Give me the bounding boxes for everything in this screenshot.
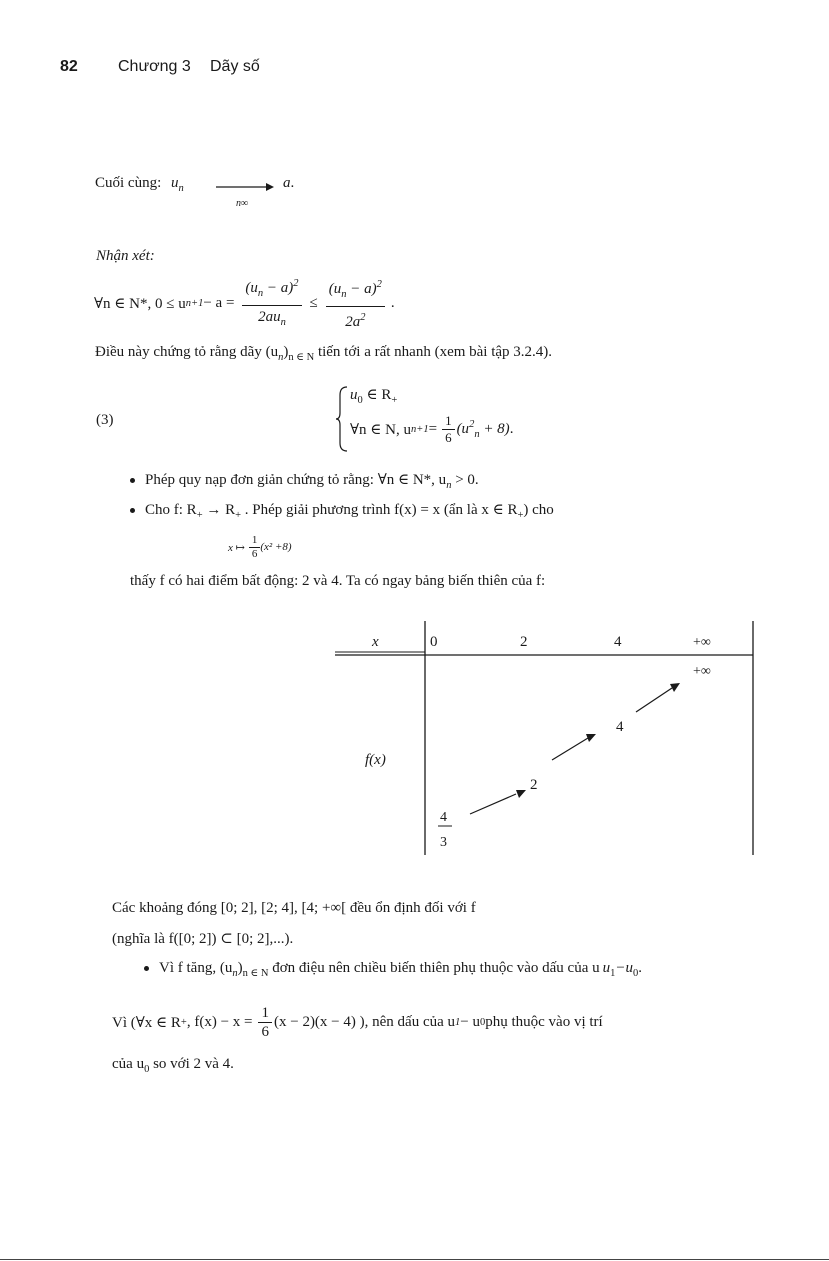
fixed-points-line: thấy f có hai điểm bất động: 2 và 4. Ta có ngay bảng biến thiên của f: (130, 573, 546, 589)
system-label: (3) (96, 412, 114, 428)
system-line-2: ∀n ∈ N, u n+1 = $\frac{1}{6}$ $(u^2_n + 8)$ . (350, 412, 514, 445)
page-number: 82 (60, 58, 78, 75)
limit-target: a. (283, 175, 295, 191)
f-value-inf: +∞ (693, 664, 711, 679)
final-seq: u (171, 175, 179, 191)
bullet-dot (144, 966, 149, 971)
page-bottom-rule (0, 1259, 829, 1260)
conclusion-line: Điều này chứng tỏ rằng dãy $(u_n)_{n \in N}$ tiến tới a rất nhanh (xem bài tập 3.2.4). (95, 344, 553, 363)
bullet-2: Cho f: $R_+ \to R_+$ . Phép giải phương trình f(x) = x (ẩn là x ∈ $R_+$) cho (130, 500, 554, 521)
chapter-label: Chương 3 (118, 58, 191, 75)
limit-arrow (212, 178, 287, 208)
bullet-1: Phép quy nạp đơn giản chứng tỏ rằng: ∀n ∈ N*, $u_n > 0$. (130, 470, 479, 491)
f-value-4: 4 (616, 719, 624, 735)
variation-table (330, 618, 760, 858)
arrow-4-inf (636, 688, 672, 712)
x-value-inf: +∞ (693, 635, 711, 650)
bullet-dot (130, 478, 135, 483)
closing-p4: của $u_0$ so với 2 và 4. (112, 1056, 234, 1075)
map-definition: x ↦ $\frac{1}{6}$ (x² +8) (228, 533, 292, 560)
f-value-0-num: 4 (440, 810, 447, 825)
chapter-title: Dãy số (210, 58, 260, 75)
x-label: x (372, 634, 379, 650)
x-value-0: 0 (430, 634, 438, 650)
system-line-1: $u_0$ ∈ $R_+$ (350, 387, 398, 406)
remark-frac-1: $\frac{(u_n - a)^2}{2au_n}$ (242, 273, 301, 334)
x-value-4: 4 (614, 634, 622, 650)
bullet-dot (130, 508, 135, 513)
remark-frac-2: $\frac{(u_n - a)^2}{2a^2}$ (326, 274, 385, 333)
final-label: Cuối cùng: (95, 175, 162, 191)
bullet-3: Vì f tăng, $(u_n)_{n \in N}$ đơn điệu nên chiều biến thiên phụ thuộc vào dấu của u $u_1-u_0$. (144, 960, 642, 979)
limit-under: n∞ (236, 198, 249, 208)
arrow-2-4 (552, 738, 588, 760)
final-line: Cuối cùng: $u_n$ (95, 175, 184, 194)
arrow-0-2 (470, 794, 516, 814)
closing-p1: Các khoảng đóng [0; 2], [2; 4], [4; +∞[ đều ổn định đối với f (112, 900, 476, 916)
f-value-0-den: 3 (440, 835, 447, 850)
f-value-2: 2 (530, 777, 538, 793)
remark-formula: ∀n ∈ N*, 0 ≤ u n+1 − a = $\frac{(u_n - a)^2}{2au_n}$ ≤ $\frac{(u_n - a)^2}{2a^2}$ . (94, 275, 395, 331)
remark-title: Nhận xét: (96, 248, 155, 264)
closing-p2: (nghĩa là f([0; 2]) ⊂ [0; 2],...). (112, 931, 294, 947)
f-label: f(x) (365, 752, 386, 768)
system-brace (335, 385, 349, 453)
x-value-2: 2 (520, 634, 528, 650)
closing-p3: Vì (∀x ∈ R + , f(x) − x = $\frac{1}{6}$ (x − 2)(x − 4) ), nên dấu của u 1 − u 0 phụ thuộc vào vị trí (112, 1004, 603, 1040)
